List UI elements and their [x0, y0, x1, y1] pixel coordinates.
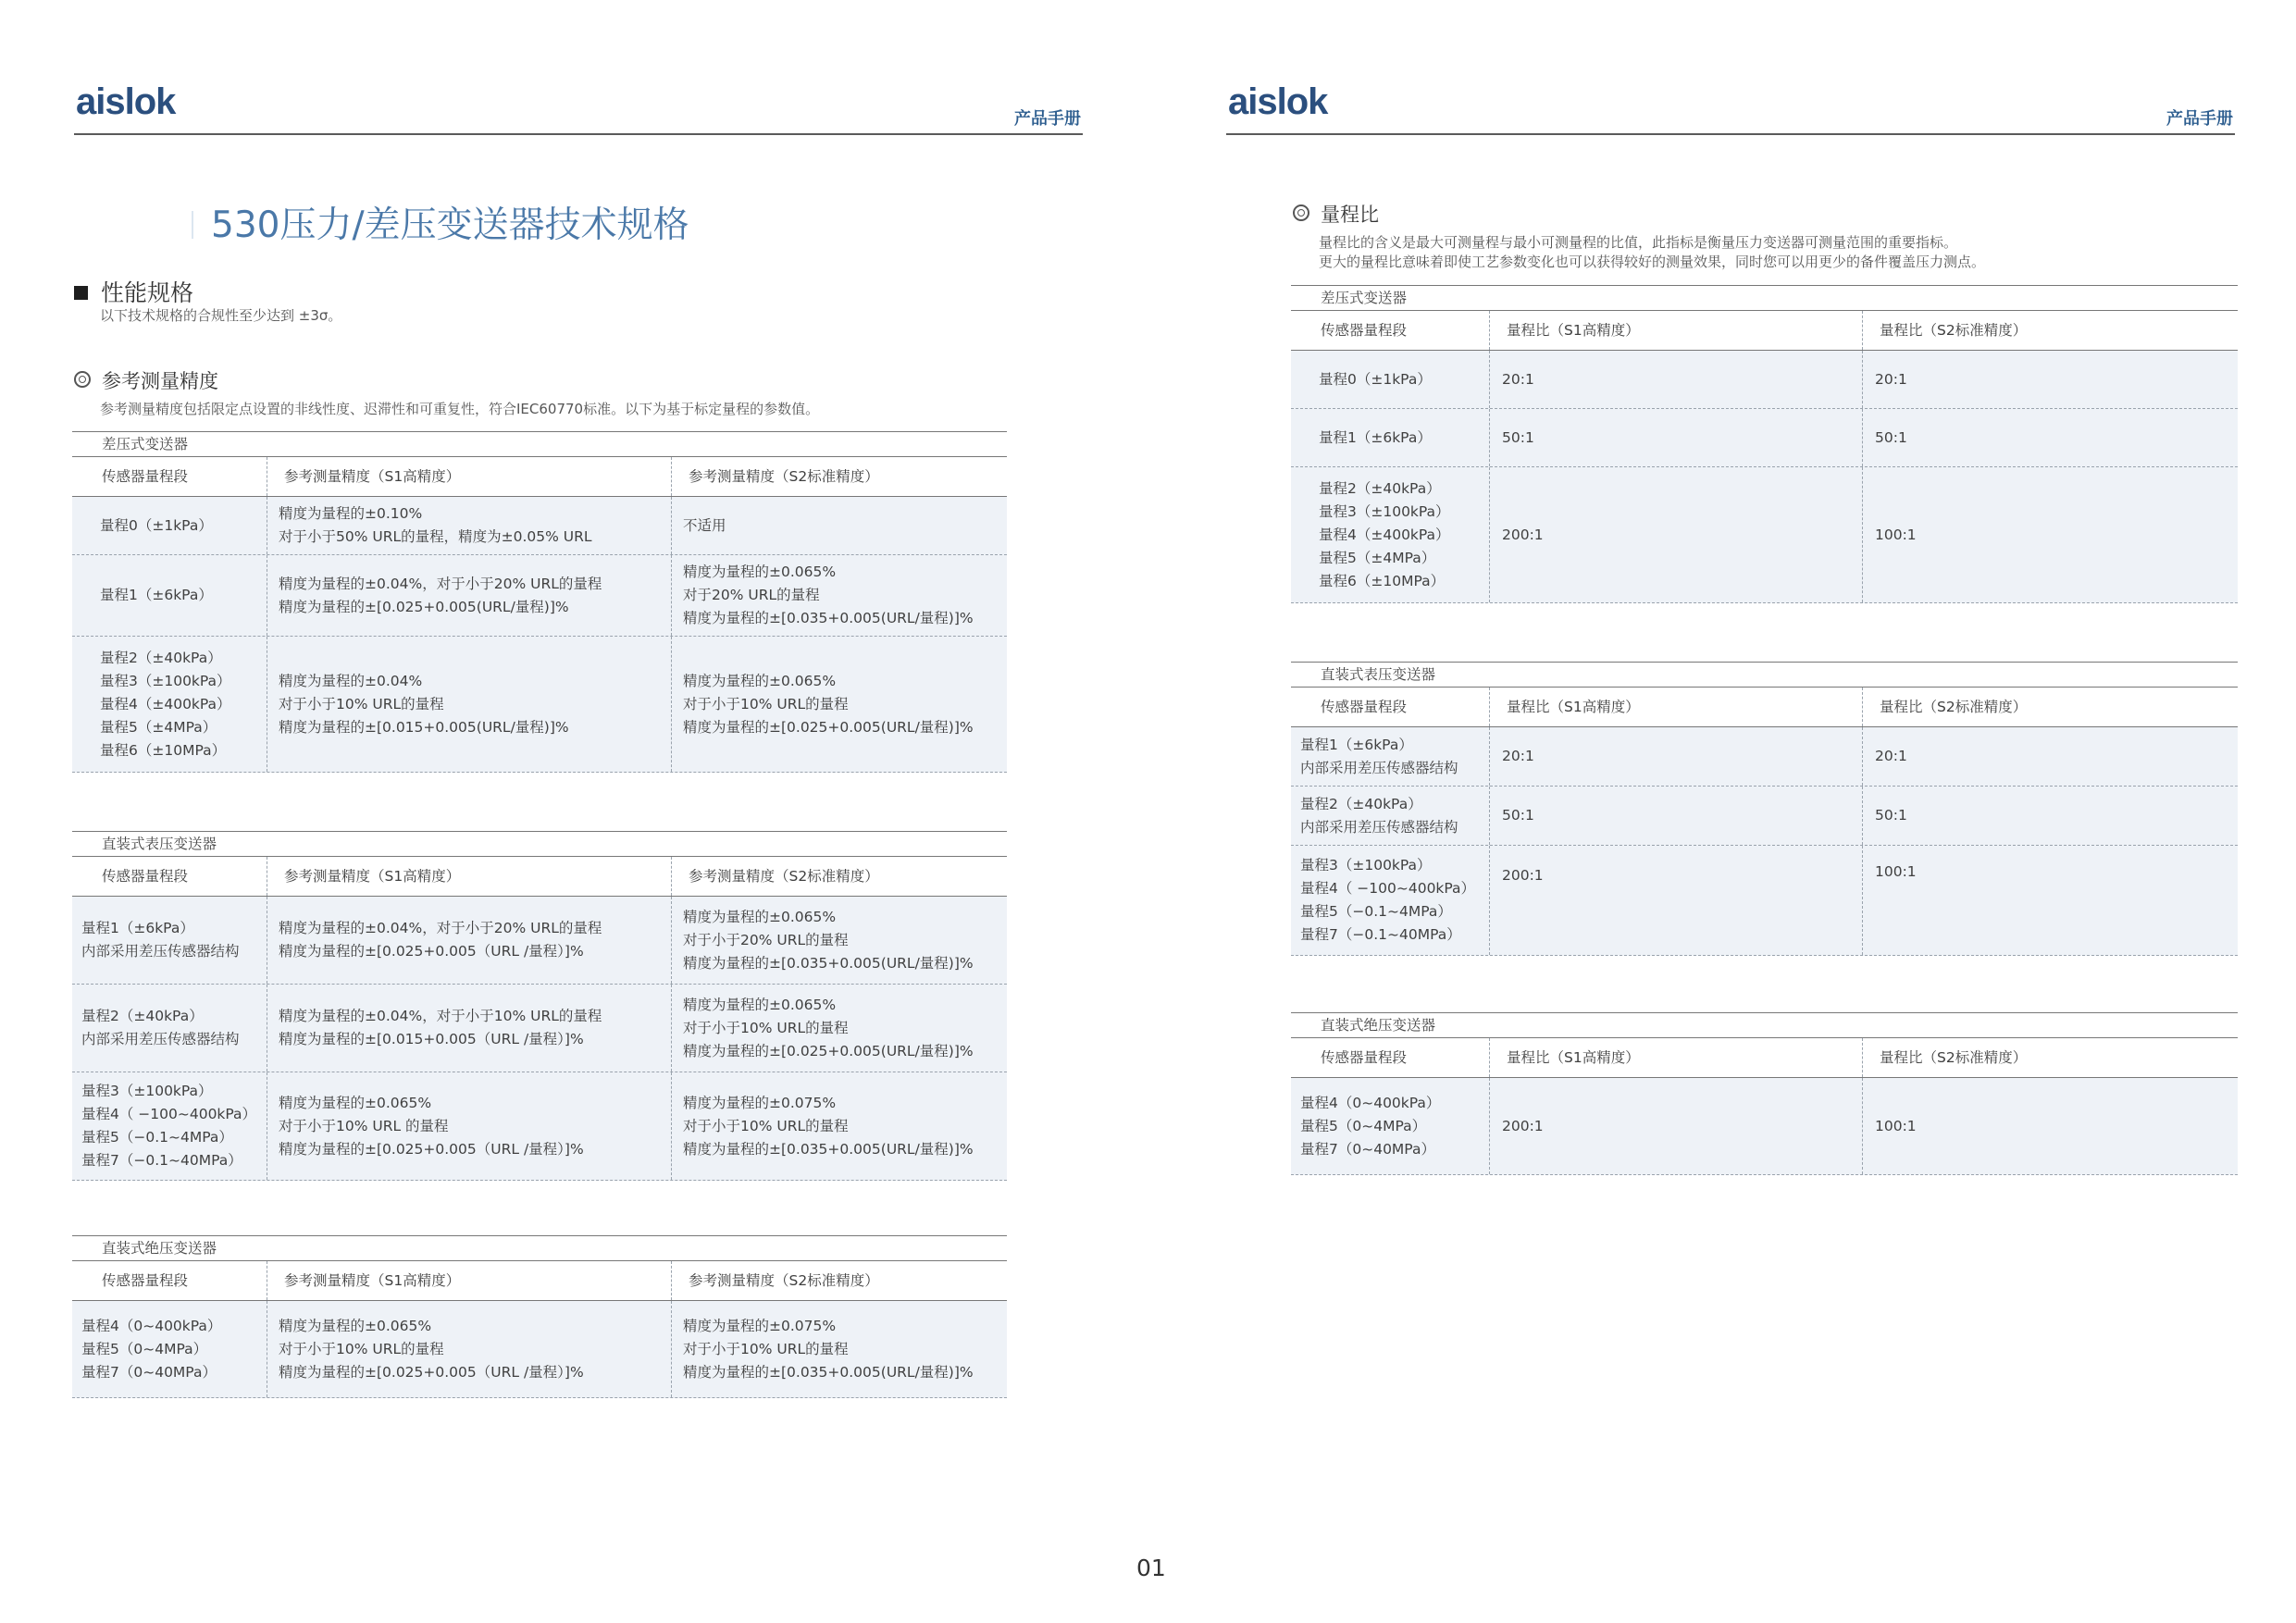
table-caption: 差压式变送器 — [1291, 285, 2238, 311]
s2-cell: 精度为量程的±0.065% 对于小于20% URL的量程 精度为量程的±[0.035+0.005(URL/量程)]% — [671, 897, 1007, 984]
table-header-row — [1291, 1038, 2238, 1078]
column-header: 参考测量精度（S1高精度） — [267, 857, 671, 896]
accuracy-table-abs — [72, 1235, 1007, 1398]
page-number: 01 — [1136, 1555, 1166, 1581]
range-cell: 量程2（±40kPa） 量程3（±100kPa） 量程4（±400kPa） 量程5（±4MPa） 量程6（±10MPa） — [1319, 479, 1450, 589]
s2-cell: 100:1 — [1862, 467, 2238, 602]
table-caption: 直装式表压变送器 — [1291, 662, 2238, 688]
table-caption: 直装式表压变送器 — [72, 831, 1007, 857]
range-cell: 量程1（±6kPa） 内部采用差压传感器结构 — [81, 920, 240, 960]
column-header: 量程比（S2标准精度） — [1862, 688, 2238, 726]
circle-bullet-icon — [74, 371, 91, 388]
section-heading-performance — [74, 275, 193, 308]
brand-logo: aislok — [1228, 81, 1328, 122]
table-header-row — [72, 857, 1007, 897]
s2-cell: 精度为量程的±0.075% 对于小于10% URL的量程 精度为量程的±[0.035+0.005(URL/量程)]% — [671, 1072, 1007, 1180]
s2-cell: 精度为量程的±0.065% 对于20% URL的量程 精度为量程的±[0.035+0.005(URL/量程)]% — [671, 555, 1007, 636]
subheading-turndown — [1293, 200, 1379, 228]
column-header: 量程比（S1高精度） — [1489, 688, 1862, 726]
column-header: 参考测量精度（S2标准精度） — [671, 857, 1007, 896]
section-heading-text: 性能规格 — [101, 279, 194, 306]
s1-cell: 50:1 — [1489, 409, 1862, 466]
table-header-row — [1291, 311, 2238, 351]
accuracy-table-gauge — [72, 831, 1007, 1181]
column-header: 传感器量程段 — [102, 1271, 189, 1289]
s1-cell: 20:1 — [1489, 727, 1862, 786]
table-caption: 差压式变送器 — [72, 431, 1007, 457]
column-header: 传感器量程段 — [102, 867, 189, 885]
s1-cell: 50:1 — [1489, 787, 1862, 845]
s2-cell: 精度为量程的±0.065% 对于小于10% URL的量程 精度为量程的±[0.025+0.005(URL/量程)]% — [671, 637, 1007, 772]
table-caption: 直装式绝压变送器 — [1291, 1012, 2238, 1038]
column-header: 参考测量精度（S1高精度） — [267, 457, 671, 496]
column-header: 传感器量程段 — [102, 467, 189, 485]
accuracy-note: 参考测量精度包括限定点设置的非线性度、迟滞性和可重复性，符合IEC60770标准。以下为基于标定量程的参数值。 — [100, 401, 820, 417]
left-header — [74, 81, 1083, 135]
manual-label: 产品手册 — [2166, 109, 2233, 129]
table-row — [1291, 351, 2238, 409]
title-rule — [192, 211, 193, 239]
table-row — [1291, 727, 2238, 787]
table-row — [72, 1301, 1007, 1398]
right-header — [1226, 81, 2235, 135]
table-row — [72, 1072, 1007, 1181]
range-cell: 量程1（±6kPa） 内部采用差压传感器结构 — [1300, 736, 1458, 776]
column-header: 传感器量程段 — [1321, 1048, 1408, 1066]
table-row — [72, 497, 1007, 555]
column-header: 参考测量精度（S2标准精度） — [671, 457, 1007, 496]
s2-cell: 100:1 — [1862, 846, 2238, 955]
brand-logo: aislok — [76, 81, 176, 122]
s1-cell: 精度为量程的±0.065% 对于小于10% URL的量程 精度为量程的±[0.025+0.005（URL /量程）]% — [267, 1301, 671, 1397]
s2-cell: 20:1 — [1862, 351, 2238, 408]
table-row — [1291, 787, 2238, 846]
range-cell: 量程2（±40kPa） 量程3（±100kPa） 量程4（±400kPa） 量程5（±4MPa） 量程6（±10MPa） — [100, 649, 231, 759]
range-cell: 量程3（±100kPa） 量程4（ −100~400kPa） 量程5（−0.1~4MPa） 量程7（−0.1~40MPa） — [1300, 857, 1476, 943]
section-note: 以下技术规格的合规性至少达到 ±3σ。 — [100, 307, 342, 324]
s2-cell: 100:1 — [1862, 1078, 2238, 1174]
s2-cell: 不适用 — [671, 497, 1007, 554]
subheading-text: 参考测量精度 — [102, 370, 218, 392]
right-page — [1148, 0, 2296, 1623]
column-header: 传感器量程段 — [1321, 321, 1408, 339]
s1-cell: 精度为量程的±0.04% 对于小于10% URL的量程 精度为量程的±[0.015+0.005(URL/量程)]% — [267, 637, 671, 772]
column-header: 参考测量精度（S2标准精度） — [671, 1261, 1007, 1300]
range-cell: 量程0（±1kPa） — [1319, 370, 1432, 388]
manual-label: 产品手册 — [1014, 109, 1081, 129]
range-cell: 量程4（0~400kPa） 量程5（0~4MPa） 量程7（0~40MPa） — [1300, 1094, 1441, 1158]
range-cell: 量程4（0~400kPa） 量程5（0~4MPa） 量程7（0~40MPa） — [81, 1317, 222, 1381]
table-row — [1291, 467, 2238, 603]
s2-cell: 精度为量程的±0.065% 对于小于10% URL的量程 精度为量程的±[0.025+0.005(URL/量程)]% — [671, 985, 1007, 1072]
s1-cell: 精度为量程的±0.04%，对于小于20% URL的量程 精度为量程的±[0.025+0.005（URL /量程）]% — [267, 897, 671, 984]
page-title: 530压力/差压变送器技术规格 — [211, 204, 689, 246]
subheading-text: 量程比 — [1321, 204, 1379, 226]
table-row — [72, 637, 1007, 773]
range-cell: 量程1（±6kPa） — [100, 587, 213, 603]
range-cell: 量程0（±1kPa） — [100, 516, 213, 534]
range-cell: 量程2（±40kPa） 内部采用差压传感器结构 — [1300, 795, 1458, 836]
table-row — [72, 897, 1007, 985]
s1-cell: 20:1 — [1489, 351, 1862, 408]
subheading-accuracy — [74, 366, 218, 394]
turndown-note-1: 量程比的含义是最大可测量程与最小可测量程的比值，此指标是衡量压力变送器可测量范围的重要指标。 — [1319, 234, 1958, 251]
table-row — [1291, 846, 2238, 956]
s2-cell: 50:1 — [1862, 787, 2238, 845]
s1-cell: 精度为量程的±0.10% 对于小于50% URL的量程，精度为±0.05% URL — [267, 497, 671, 554]
s2-cell: 20:1 — [1862, 727, 2238, 786]
column-header: 量程比（S1高精度） — [1489, 1038, 1862, 1077]
table-header-row — [72, 457, 1007, 497]
accuracy-table-dp — [72, 431, 1007, 773]
table-row — [72, 555, 1007, 637]
column-header: 传感器量程段 — [1321, 698, 1408, 715]
s1-cell: 200:1 — [1489, 467, 1862, 602]
s1-cell: 200:1 — [1489, 846, 1862, 955]
column-header: 量程比（S2标准精度） — [1862, 1038, 2238, 1077]
square-bullet-icon — [74, 286, 88, 300]
turndown-note-2: 更大的量程比意味着即使工艺参数变化也可以获得较好的测量效果，同时您可以用更少的备件覆盖压力测点。 — [1319, 254, 1986, 270]
s1-cell: 精度为量程的±0.065% 对于小于10% URL 的量程 精度为量程的±[0.025+0.005（URL /量程）]% — [267, 1072, 671, 1180]
table-row — [72, 985, 1007, 1072]
s1-cell: 200:1 — [1489, 1078, 1862, 1174]
table-caption: 直装式绝压变送器 — [72, 1235, 1007, 1261]
s2-cell: 50:1 — [1862, 409, 2238, 466]
range-cell: 量程2（±40kPa） 内部采用差压传感器结构 — [81, 1008, 240, 1047]
table-row — [1291, 409, 2238, 467]
table-header-row — [72, 1261, 1007, 1301]
column-header: 量程比（S2标准精度） — [1862, 311, 2238, 350]
s1-cell: 精度为量程的±0.04%，对于小于10% URL的量程 精度为量程的±[0.015+0.005（URL /量程）]% — [267, 985, 671, 1072]
s1-cell: 精度为量程的±0.04%，对于小于20% URL的量程 精度为量程的±[0.025+0.005(URL/量程)]% — [267, 555, 671, 636]
range-cell: 量程1（±6kPa） — [1319, 428, 1432, 446]
range-cell: 量程3（±100kPa） 量程4（ −100~400kPa） 量程5（−0.1~4MPa） 量程7（−0.1~40MPa） — [81, 1083, 257, 1169]
turndown-table-dp — [1291, 285, 2238, 603]
turndown-table-abs — [1291, 1012, 2238, 1175]
table-row — [1291, 1078, 2238, 1175]
table-header-row — [1291, 688, 2238, 727]
circle-bullet-icon — [1293, 204, 1309, 221]
turndown-table-gauge — [1291, 662, 2238, 956]
column-header: 参考测量精度（S1高精度） — [267, 1261, 671, 1300]
s2-cell: 精度为量程的±0.075% 对于小于10% URL的量程 精度为量程的±[0.035+0.005(URL/量程)]% — [671, 1301, 1007, 1397]
column-header: 量程比（S1高精度） — [1489, 311, 1862, 350]
